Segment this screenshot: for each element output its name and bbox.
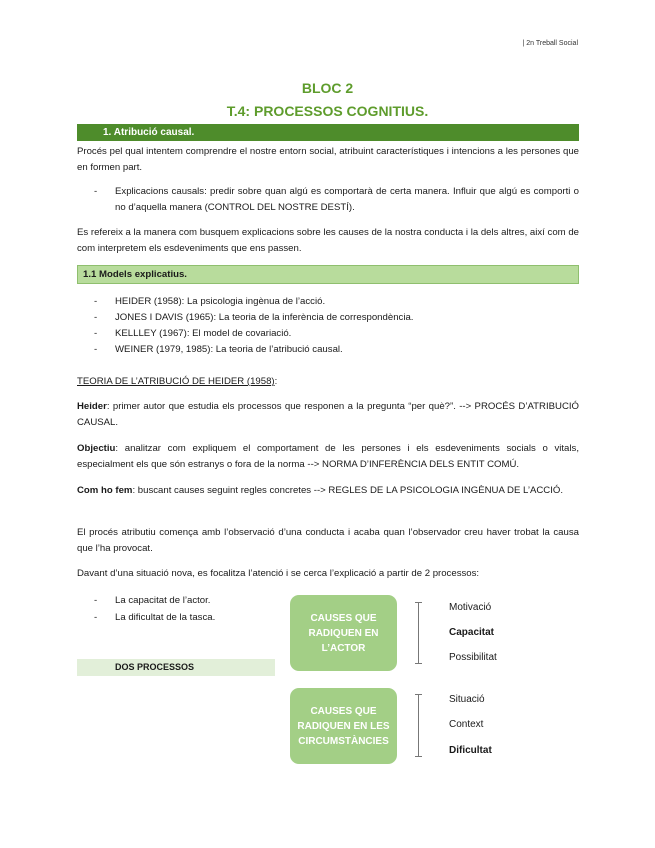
bracket-cap: [415, 602, 422, 603]
paragraph-definition: Procés pel qual intentem comprendre el nostre entorn social, atribuint característiques i intencions a les persones que en formen part.: [77, 146, 579, 173]
factor-motivacio: Motivació: [449, 602, 492, 613]
heider-text: : primer autor que estudia els processos que responen a la pregunta “per què?”. --> PROCÉS D’ATRIBUCIÓ CAUSAL.: [77, 401, 579, 428]
factor-situacio: Situació: [449, 694, 485, 705]
teoria-heading-colon: :: [274, 376, 278, 387]
bullet-dash: -: [94, 595, 98, 606]
paragraph-proces: El procés atributiu comença amb l’observació d’una conducta i acaba quan l’observador creu haver trobat la causa que l’ha provocat.: [77, 527, 579, 554]
paragraph-comhofem: [77, 483, 579, 499]
factor-possibilitat: Possibilitat: [449, 652, 497, 663]
model-item: HEIDER (1958): La psicologia ingènua de l’acció.: [115, 296, 326, 307]
teoria-heading-text: TEORIA DE L’ATRIBUCIÓ DE HEIDER (1958): [77, 376, 275, 387]
dos-processos-label: DOS PROCESSOS: [77, 659, 275, 676]
process-item: La capacitat de l’actor.: [115, 595, 211, 606]
model-item: WEINER (1979, 1985): La teoria de l’atribució causal.: [115, 344, 343, 355]
paragraph-refereix: Es refereix a la manera com busquem explicacions sobre les causes de la nostra conducta i la dels altres, així com de com interpretem els esdeveniments que ens passen.: [77, 227, 579, 254]
bullet-dash: -: [94, 344, 98, 355]
process-item: La dificultat de la tasca.: [115, 612, 216, 623]
factor-context: Context: [449, 719, 484, 730]
bracket-cap: [415, 694, 422, 695]
bullet-dash: -: [94, 296, 98, 307]
bloc-title: BLOC 2: [301, 80, 354, 96]
section-heading-atribucio: 1. Atribució causal.: [77, 124, 579, 141]
bullet-dash: -: [94, 186, 98, 197]
model-item: KELLLEY (1967): El model de covariació.: [115, 328, 292, 339]
comhofem-label: Com ho fem: [77, 485, 133, 496]
factor-dificultat: Dificultat: [449, 745, 492, 756]
paragraph-heider: [77, 399, 579, 431]
factor-capacitat: Capacitat: [449, 627, 495, 638]
bracket-cap: [415, 663, 422, 664]
bracket-line-actor: [418, 602, 419, 664]
topic-title: T.4: PROCESSOS COGNITIUS.: [226, 103, 429, 119]
bullet-dash: -: [94, 612, 98, 623]
bracket-cap: [415, 756, 422, 757]
bullet-dash: -: [94, 328, 98, 339]
objectiu-label: Objectiu: [77, 443, 116, 454]
objectiu-text: : analitzar com expliquem el comportament de les persones i els esdeveniments socials o vitals, especialment els que són estranys o fora de la norma --> NORMA D’INFERÈNCIA DELS ENTIT COMÚ.: [77, 443, 579, 470]
box-causes-circumstancies: CAUSES QUE RADIQUEN EN LES CIRCUMSTÀNCIES: [290, 688, 397, 764]
paragraph-objectiu: [77, 441, 579, 473]
heider-label: Heider: [77, 401, 107, 412]
bullet-explicacions: Explicacions causals: predir sobre quan algú es comportarà de certa manera. Influir que algú es comporti o no d’aquella manera (CONTROL DEL NOSTRE DESTÍ).: [115, 186, 579, 213]
teoria-heading: [77, 374, 579, 390]
comhofem-text: : buscant causes seguint regles concretes --> REGLES DE LA PSICOLOGIA INGÈNUA DE L’ACCIÓ.: [132, 485, 564, 496]
header-note: | 2n Treball Social: [522, 40, 578, 47]
box-causes-actor: CAUSES QUE RADIQUEN EN L’ACTOR: [290, 595, 397, 671]
bullet-dash: -: [94, 312, 98, 323]
subsection-heading-models: 1.1 Models explicatius.: [77, 265, 579, 284]
bracket-line-circumstancies: [418, 694, 419, 757]
model-item: JONES I DAVIS (1965): La teoria de la inferència de correspondència.: [115, 312, 414, 323]
paragraph-davant: Davant d’una situació nova, es focalitza l’atenció i se cerca l’explicació a partir de 2 processos:: [77, 568, 480, 579]
